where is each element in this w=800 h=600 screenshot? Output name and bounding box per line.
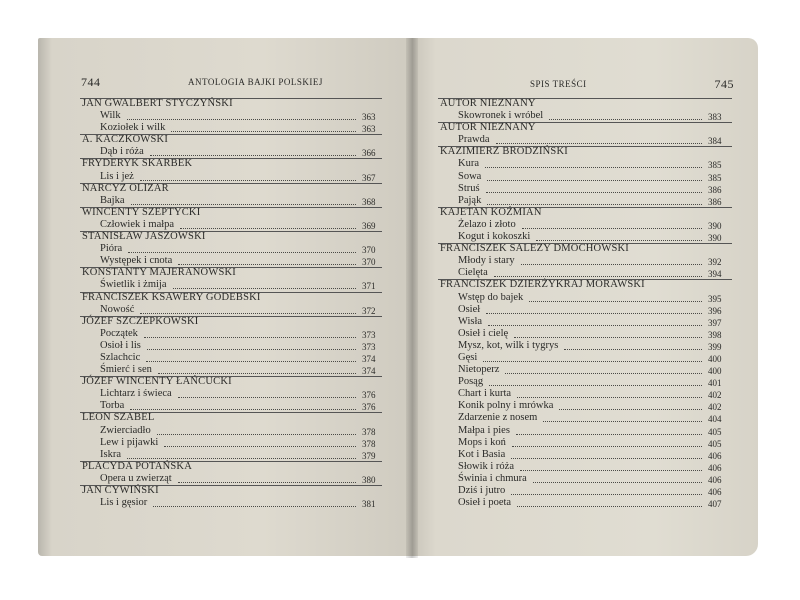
- page-ref: 380: [362, 474, 376, 485]
- work-title: Żelazo i złoto: [458, 218, 516, 230]
- work-title: Osieł i poeta: [458, 497, 512, 509]
- work-title: Pióra: [100, 243, 123, 255]
- toc-entry: [38, 304, 412, 316]
- work-title: Wstęp do bajek: [458, 291, 524, 303]
- work-title: Młody i stary: [458, 255, 515, 267]
- dot-leader: [164, 434, 356, 447]
- page-ref: 373: [362, 329, 376, 340]
- work-title: Małpa i pies: [458, 424, 510, 436]
- page-ref: 363: [362, 112, 376, 123]
- author-name: PLACYDA POTAŃSKA: [82, 460, 192, 472]
- toc-entry: [38, 171, 412, 183]
- divider-rule: [438, 98, 732, 99]
- page-ref: 401: [708, 378, 722, 389]
- divider-rule: [80, 316, 382, 317]
- divider-rule: [80, 412, 382, 413]
- author-name: LEON SZABEL: [82, 412, 155, 424]
- dot-leader: [505, 361, 702, 374]
- dot-leader: [512, 434, 702, 447]
- dot-leader: [533, 470, 702, 483]
- running-head: SPIS TREŚCI: [530, 79, 587, 89]
- page-ref: 405: [708, 438, 722, 449]
- divider-rule: [438, 146, 732, 147]
- author-name: AUTOR NIEZNANY: [440, 122, 536, 134]
- work-title: Bajka: [100, 194, 125, 206]
- open-book: [38, 38, 760, 558]
- page-ref: 374: [362, 366, 376, 377]
- work-title: Torba: [100, 400, 125, 412]
- page-ref: 370: [362, 245, 376, 256]
- work-title: Mops i koń: [458, 436, 506, 448]
- work-title: Wisła: [458, 315, 483, 327]
- dot-leader: [487, 192, 702, 205]
- toc-entry: [412, 195, 758, 207]
- dot-leader: [171, 119, 356, 132]
- author-name: KAJETAN KOŹMIAN: [440, 206, 542, 218]
- toc-entry: [38, 146, 412, 158]
- dot-leader: [494, 264, 702, 277]
- work-title: Nowość: [100, 303, 135, 315]
- dot-leader: [543, 409, 702, 422]
- page-ref: 385: [708, 160, 722, 171]
- page-ref: 371: [362, 281, 376, 292]
- page-ref: 407: [708, 499, 722, 510]
- divider-rule: [438, 122, 732, 123]
- dot-leader: [488, 313, 702, 326]
- dot-leader: [140, 168, 356, 181]
- page-ref: 406: [708, 462, 722, 473]
- work-title: Mysz, kot, wilk i tygrys: [458, 339, 559, 351]
- dot-leader: [178, 252, 356, 265]
- work-title: Konik polny i mrówka: [458, 400, 554, 412]
- page-ref: 398: [708, 329, 722, 340]
- dot-leader: [158, 361, 356, 374]
- dot-leader: [173, 276, 356, 289]
- work-title: Zwierciadło: [100, 424, 151, 436]
- page-ref: 400: [708, 366, 722, 377]
- page-ref: 396: [708, 305, 722, 316]
- dot-leader: [178, 470, 356, 483]
- page-ref: 376: [362, 402, 376, 413]
- page-ref: 368: [362, 196, 376, 207]
- page-ref: 405: [708, 426, 722, 437]
- dot-leader: [153, 494, 356, 507]
- author-name: FRYDERYK SKARBEK: [82, 158, 193, 170]
- left-page-header: [38, 77, 412, 91]
- author-name: NARCYZ OLIZAR: [82, 182, 169, 194]
- work-title: Opera u zwierząt: [100, 472, 172, 484]
- page-ref: 385: [708, 172, 722, 183]
- work-title: Kogut i kokoszki: [458, 231, 531, 243]
- work-title: Lis i gęsior: [100, 497, 148, 509]
- page-ref: 386: [708, 184, 722, 195]
- page-ref: 390: [708, 220, 722, 231]
- toc-entry: [412, 231, 758, 243]
- work-title: Kot i Basia: [458, 448, 506, 460]
- dot-leader: [127, 446, 356, 459]
- page-ref: 376: [362, 390, 376, 401]
- page-ref: 373: [362, 341, 376, 352]
- right-page-header: [412, 77, 758, 91]
- dot-leader: [487, 168, 702, 181]
- work-title: Początek: [100, 327, 138, 339]
- divider-rule: [80, 292, 382, 293]
- dot-leader: [536, 228, 702, 241]
- dot-leader: [529, 289, 702, 302]
- work-title: Szlachcic: [100, 351, 141, 363]
- work-title: Cielęta: [458, 267, 488, 279]
- work-title: Skowronek i wróbel: [458, 110, 544, 122]
- work-title: Prawda: [458, 134, 490, 146]
- page-ref: 372: [362, 305, 376, 316]
- author-name: JAN GWALBERT STYCZYŃSKI: [82, 98, 233, 109]
- dot-leader: [485, 155, 702, 168]
- author-name: STANISŁAW JASZOWSKI: [82, 231, 206, 243]
- left-page: [38, 38, 412, 556]
- dot-leader: [489, 373, 702, 386]
- toc-entry: [38, 449, 412, 461]
- author-name: JAN CYWIŃSKI: [82, 485, 159, 496]
- work-title: Śmierć i sen: [100, 364, 152, 376]
- work-title: Osieł i cielę: [458, 327, 509, 339]
- dot-leader: [130, 397, 356, 410]
- page-ref: 384: [708, 136, 722, 147]
- divider-rule: [80, 98, 382, 99]
- author-name: FRANCISZEK KSAWERY GODEBSKI: [82, 291, 261, 303]
- work-title: Kura: [458, 158, 479, 170]
- dot-leader: [157, 422, 356, 435]
- work-title: Świnia i chmura: [458, 472, 527, 484]
- work-title: Sowa: [458, 170, 482, 182]
- dot-leader: [514, 325, 702, 338]
- page-ref: 370: [362, 257, 376, 268]
- page-ref: 397: [708, 317, 722, 328]
- author-name: JÓZEF SZCZEPKOWSKI: [82, 315, 199, 327]
- page-ref: 404: [708, 414, 722, 425]
- toc-entry: [38, 400, 412, 412]
- divider-rule: [80, 461, 382, 462]
- dot-leader: [146, 349, 356, 362]
- page-ref: 386: [708, 196, 722, 207]
- work-title: Świetlik i żmija: [100, 279, 167, 291]
- author-name: A. KACZKOWSKI: [82, 134, 169, 146]
- page-ref: 395: [708, 293, 722, 304]
- dot-leader: [522, 216, 702, 229]
- author-name: WINCENTY SZEPTYCKI: [82, 206, 201, 218]
- work-title: Dąb i róża: [100, 146, 144, 158]
- dot-leader: [147, 337, 356, 350]
- page-ref: 406: [708, 474, 722, 485]
- dot-leader: [150, 143, 356, 156]
- divider-rule: [80, 485, 382, 486]
- page-number: 745: [714, 77, 734, 91]
- work-title: Pająk: [458, 194, 482, 206]
- work-title: Dziś i jutro: [458, 485, 506, 496]
- dot-leader: [564, 337, 702, 350]
- page-ref: 379: [362, 450, 376, 461]
- page-ref: 392: [708, 257, 722, 268]
- dot-leader: [520, 458, 702, 471]
- divider-rule: [438, 207, 732, 208]
- dot-leader: [521, 252, 702, 265]
- book-gutter: [406, 38, 418, 558]
- dot-leader: [559, 397, 702, 410]
- page-ref: 369: [362, 220, 376, 231]
- right-page: [412, 38, 758, 556]
- page-ref: 402: [708, 390, 722, 401]
- work-title: Wilk: [100, 110, 121, 122]
- page-ref: 406: [708, 487, 722, 497]
- work-title: Gęsi: [458, 351, 478, 363]
- page-ref: 400: [708, 353, 722, 364]
- dot-leader: [144, 325, 356, 338]
- work-title: Chart i kurta: [458, 388, 512, 400]
- dot-leader: [517, 494, 702, 507]
- dot-leader: [517, 385, 702, 398]
- work-title: Nietoperz: [458, 364, 500, 376]
- dot-leader: [486, 301, 702, 314]
- toc-entry: [38, 219, 412, 231]
- page-number: 744: [81, 75, 101, 89]
- table-of-contents: [38, 98, 412, 509]
- work-title: Lew i pijawki: [100, 436, 159, 448]
- divider-rule: [80, 376, 382, 377]
- page-ref: 394: [708, 269, 722, 280]
- dot-leader: [549, 107, 702, 120]
- page-ref: 363: [362, 124, 376, 135]
- work-title: Lis i jeż: [100, 170, 134, 182]
- toc-entry: [412, 267, 758, 279]
- dot-leader: [127, 107, 356, 120]
- toc-entry: [412, 134, 758, 146]
- divider-rule: [80, 231, 382, 232]
- page-ref: 367: [362, 172, 376, 183]
- page-ref: 378: [362, 438, 376, 449]
- page-ref: 366: [362, 148, 376, 159]
- work-title: Słowik i róża: [458, 460, 514, 472]
- author-name: FRANCISZEK SALEZY DMOCHOWSKI: [440, 243, 629, 255]
- divider-rule: [80, 183, 382, 184]
- author-name: KONSTANTY MAJERANOWSKI: [82, 267, 236, 279]
- toc-entry: [38, 122, 412, 134]
- page-ref: 378: [362, 426, 376, 437]
- dot-leader: [511, 482, 702, 495]
- toc-entry: [412, 110, 758, 122]
- toc-entry: [38, 497, 412, 509]
- page-ref: 381: [362, 499, 376, 510]
- dot-leader: [486, 180, 702, 193]
- work-title: Osioł i lis: [100, 339, 141, 351]
- dot-leader: [140, 301, 356, 314]
- page-ref: 374: [362, 353, 376, 364]
- toc-entry: [38, 279, 412, 291]
- work-title: Lichtarz i świeca: [100, 388, 172, 400]
- page-ref: 399: [708, 341, 722, 352]
- author-name: KAZIMIERZ BRODZIŃSKI: [440, 146, 568, 158]
- dot-leader: [483, 349, 702, 362]
- work-title: Koziołek i wilk: [100, 122, 166, 134]
- work-title: Posąg: [458, 376, 484, 388]
- divider-rule: [80, 134, 382, 135]
- dot-leader: [496, 131, 702, 144]
- dot-leader: [516, 422, 702, 435]
- divider-rule: [80, 207, 382, 208]
- divider-rule: [438, 243, 732, 244]
- work-title: Zdarzenie z nosem: [458, 412, 538, 424]
- divider-rule: [80, 267, 382, 268]
- work-title: Osieł: [458, 303, 481, 315]
- page-ref: 402: [708, 402, 722, 413]
- work-title: Iskra: [100, 448, 121, 460]
- work-title: Człowiek i małpa: [100, 218, 175, 230]
- page-ref: 406: [708, 450, 722, 461]
- dot-leader: [131, 192, 356, 205]
- dot-leader: [178, 385, 356, 398]
- page-ref: 390: [708, 233, 722, 244]
- dot-leader: [511, 446, 702, 459]
- divider-rule: [80, 158, 382, 159]
- author-name: AUTOR NIEZNANY: [440, 98, 536, 109]
- toc-entry: [38, 195, 412, 207]
- dot-leader: [180, 216, 356, 229]
- author-name: FRANCISZEK DZIERŻYKRAJ MORAWSKI: [440, 279, 645, 291]
- work-title: Występek i cnota: [100, 255, 173, 267]
- work-title: Struś: [458, 182, 480, 194]
- dot-leader: [128, 240, 356, 253]
- author-name: JÓZEF WINCENTY ŁAŃCUCKI: [82, 376, 232, 388]
- page-ref: 383: [708, 112, 722, 123]
- toc-entry: [38, 473, 412, 485]
- running-head: ANTOLOGIA BAJKI POLSKIEJ: [188, 77, 323, 87]
- divider-rule: [438, 279, 732, 280]
- toc-entry: [38, 255, 412, 267]
- toc-entry: [38, 364, 412, 376]
- table-of-contents: [412, 98, 758, 509]
- toc-entry: [412, 497, 758, 509]
